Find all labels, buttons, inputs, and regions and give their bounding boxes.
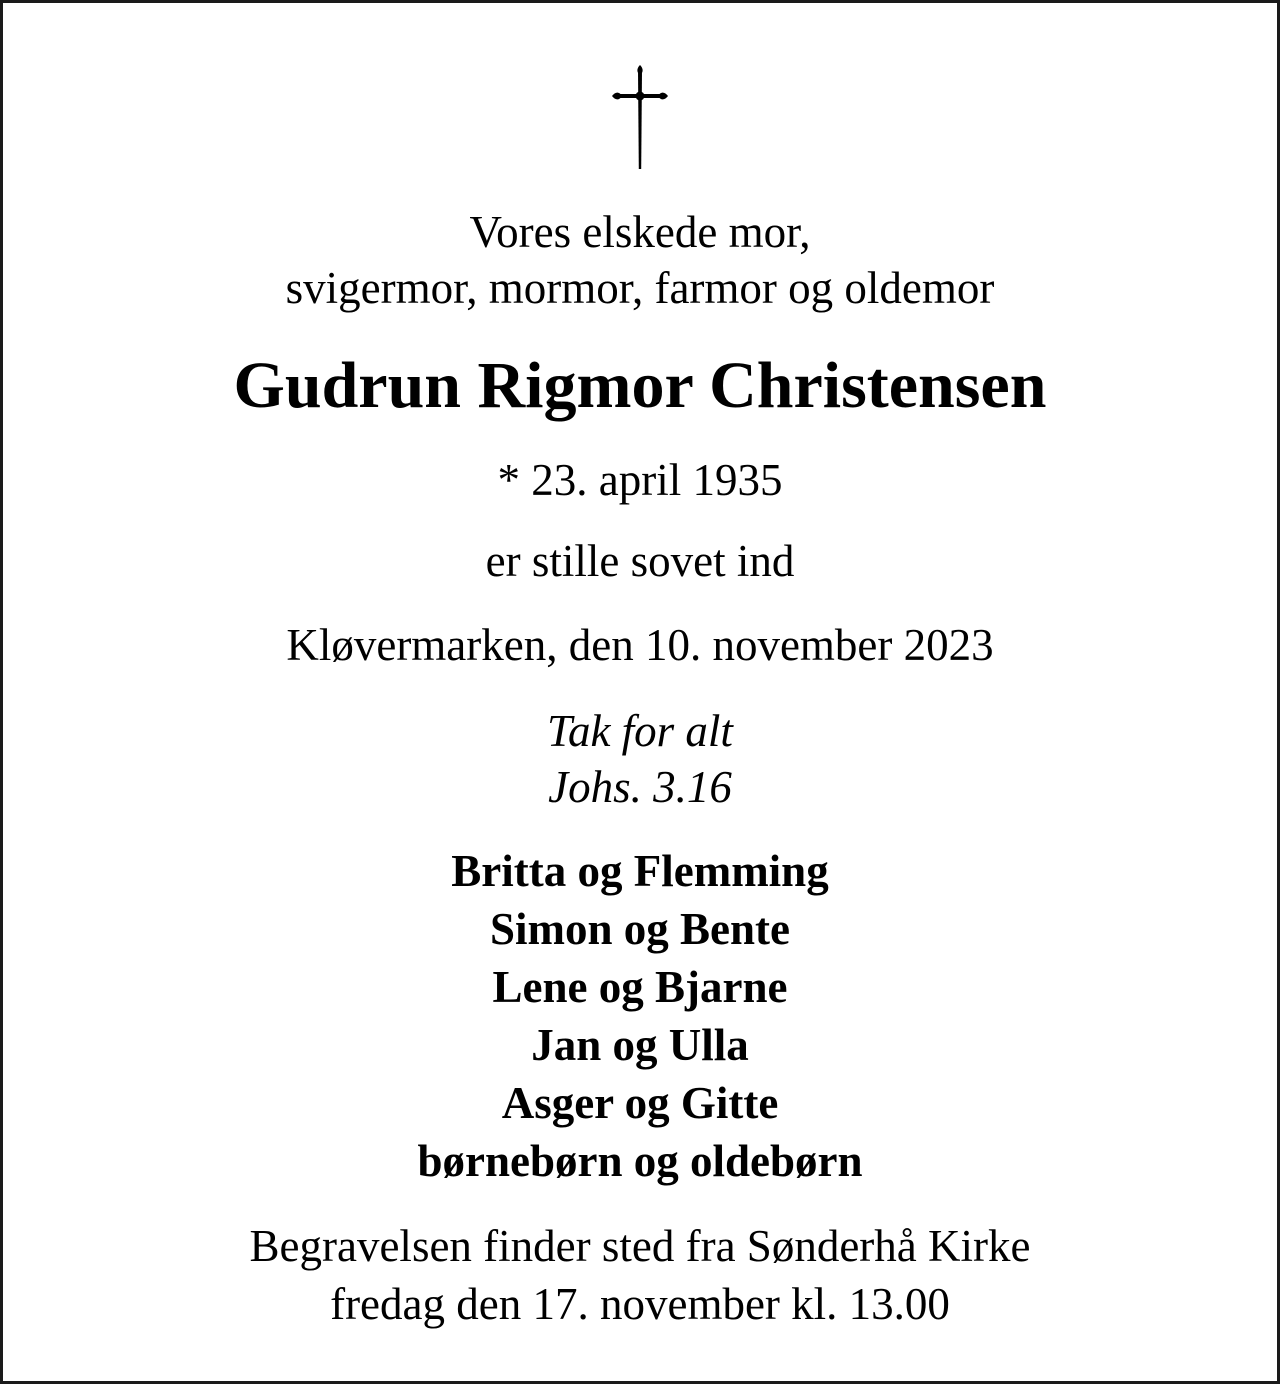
intro-line-2: svigermor, mormor, farmor og oldemor [285, 263, 995, 313]
family-member-5: Asger og Gitte [501, 1078, 779, 1128]
family-member-6: børnebørn og oldebørn [417, 1136, 863, 1186]
bible-reference: Johs. 3.16 [548, 762, 732, 812]
family-member-1: Britta og Flemming [451, 846, 829, 896]
passed-away-text: er stille sovet ind [485, 536, 795, 586]
funeral-info-line-1: Begravelsen finder sted fra Sønderhå Kirke [249, 1221, 1031, 1271]
birth-date: * 23. april 1935 [497, 455, 783, 505]
latin-cross-icon [3, 65, 1277, 173]
place-and-date-of-death: Kløvermarken, den 10. november 2023 [286, 620, 994, 670]
farewell-line-1: Tak for alt [547, 706, 733, 756]
family-member-4: Jan og Ulla [531, 1020, 749, 1070]
family-member-2: Simon og Bente [489, 904, 790, 954]
family-member-3: Lene og Bjarne [492, 962, 788, 1012]
intro-line-1: Vores elskede mor, [469, 207, 811, 257]
deceased-name: Gudrun Rigmor Christensen [233, 349, 1047, 422]
funeral-info-line-2: fredag den 17. november kl. 13.00 [330, 1279, 950, 1329]
